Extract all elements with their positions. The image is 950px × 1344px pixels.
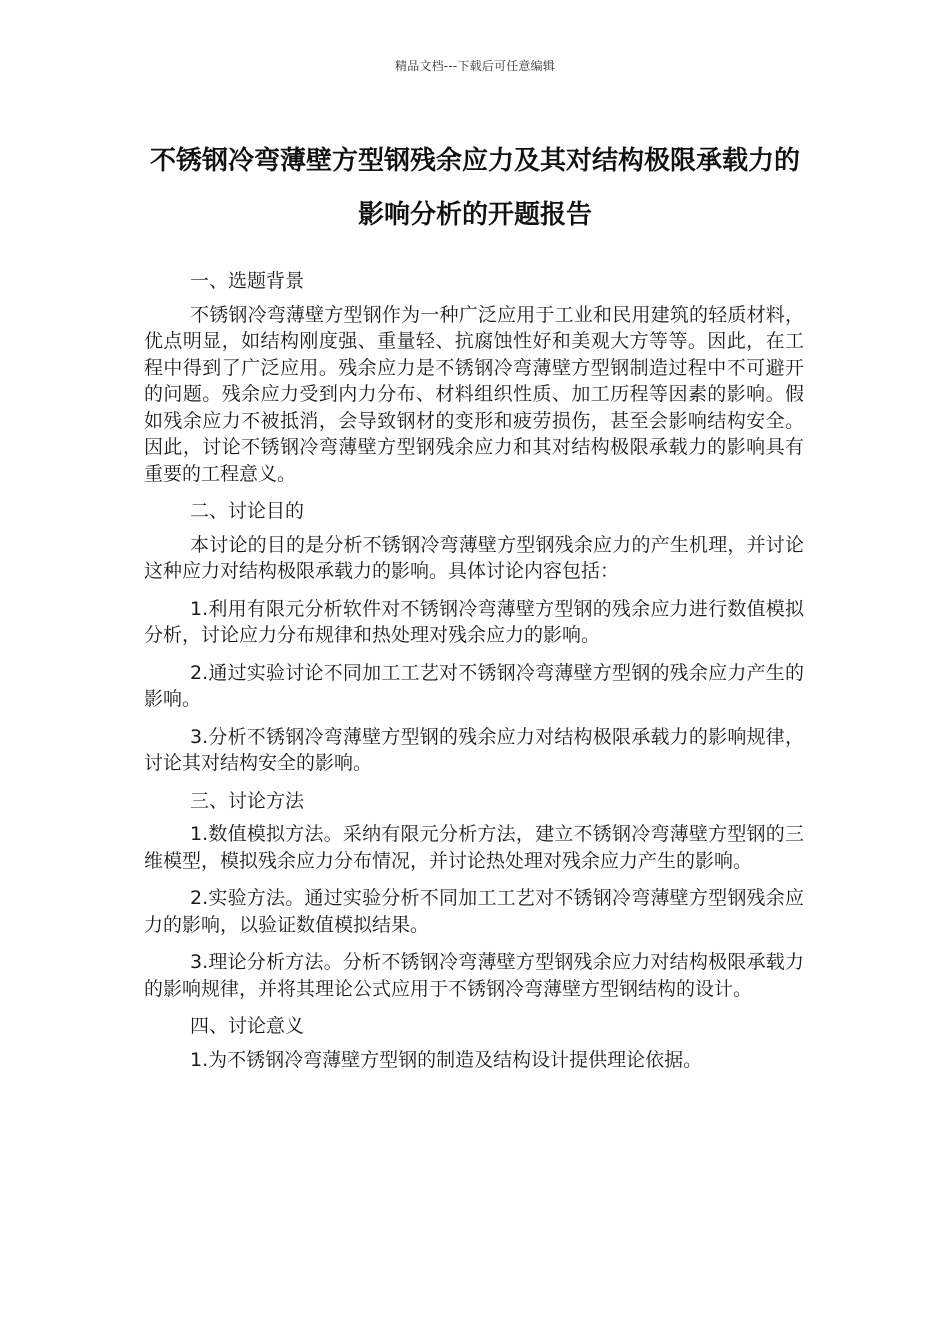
header-note: 精品文档---下载后可任意编辑 [395,59,555,73]
list-item: 2.通过实验讨论不同加工工艺对不锈钢冷弯薄壁方型钢的残余应力产生的影响。 [144,661,804,710]
list-item: 2.实验方法。通过实验分析不同加工工艺对不锈钢冷弯薄壁方型钢残余应力的影响，以验证数值模拟结果。 [144,887,804,936]
document-title: 不锈钢冷弯薄壁方型钢残余应力及其对结构极限承载力的影响分析的开题报告 [149,146,800,230]
list-item: 1.为不锈钢冷弯薄壁方型钢的制造及结构设计提供理论依据。 [190,1048,703,1071]
section-heading: 四、讨论意义 [190,1015,305,1037]
section-purpose [144,498,804,777]
section-background [144,268,804,487]
section-heading: 一、选题背景 [190,270,305,292]
section-methods [144,788,804,1003]
paragraph: 本讨论的目的是分析不锈钢冷弯薄壁方型钢残余应力的产生机理，并讨论这种应力对结构极限承载力的影响。具体讨论内容包括： [144,533,804,582]
paragraph: 不锈钢冷弯薄壁方型钢作为一种广泛应用于工业和民用建筑的轻质材料，优点明显，如结构刚度强、重量轻、抗腐蚀性好和美观大方等等。因此，在工程中得到了广泛应用。残余应力是不锈钢冷弯薄壁方型钢制造过程中不可避开的问题。残余应力受到内力分布、材料组织性质、加工历程等因素的影响。假如残余应力不被抵消，会导致钢材的变形和疲劳损伤，甚至会影响结构安全。因此，讨论不锈钢冷弯薄壁方型钢残余应力和其对结构极限承载力的影响具有重要的工程意义。 [144,303,804,485]
document-body [144,268,804,1084]
list-item: 3.分析不锈钢冷弯薄壁方型钢的残余应力对结构极限承载力的影响规律，讨论其对结构安全的影响。 [144,725,804,774]
section-significance [144,1013,804,1073]
list-item: 3.理论分析方法。分析不锈钢冷弯薄壁方型钢残余应力对结构极限承载力的影响规律，并将其理论公式应用于不锈钢冷弯薄壁方型钢结构的设计。 [144,951,804,1000]
list-item: 1.利用有限元分析软件对不锈钢冷弯薄壁方型钢的残余应力进行数值模拟分析，讨论应力分布规律和热处理对残余应力的影响。 [144,597,804,646]
section-heading: 三、讨论方法 [190,789,305,812]
list-item: 1.数值模拟方法。采纳有限元分析方法，建立不锈钢冷弯薄壁方型钢的三维模型，模拟残余应力分布情况，并讨论热处理对残余应力产生的影响。 [144,823,804,872]
section-heading: 二、讨论目的 [190,500,305,522]
